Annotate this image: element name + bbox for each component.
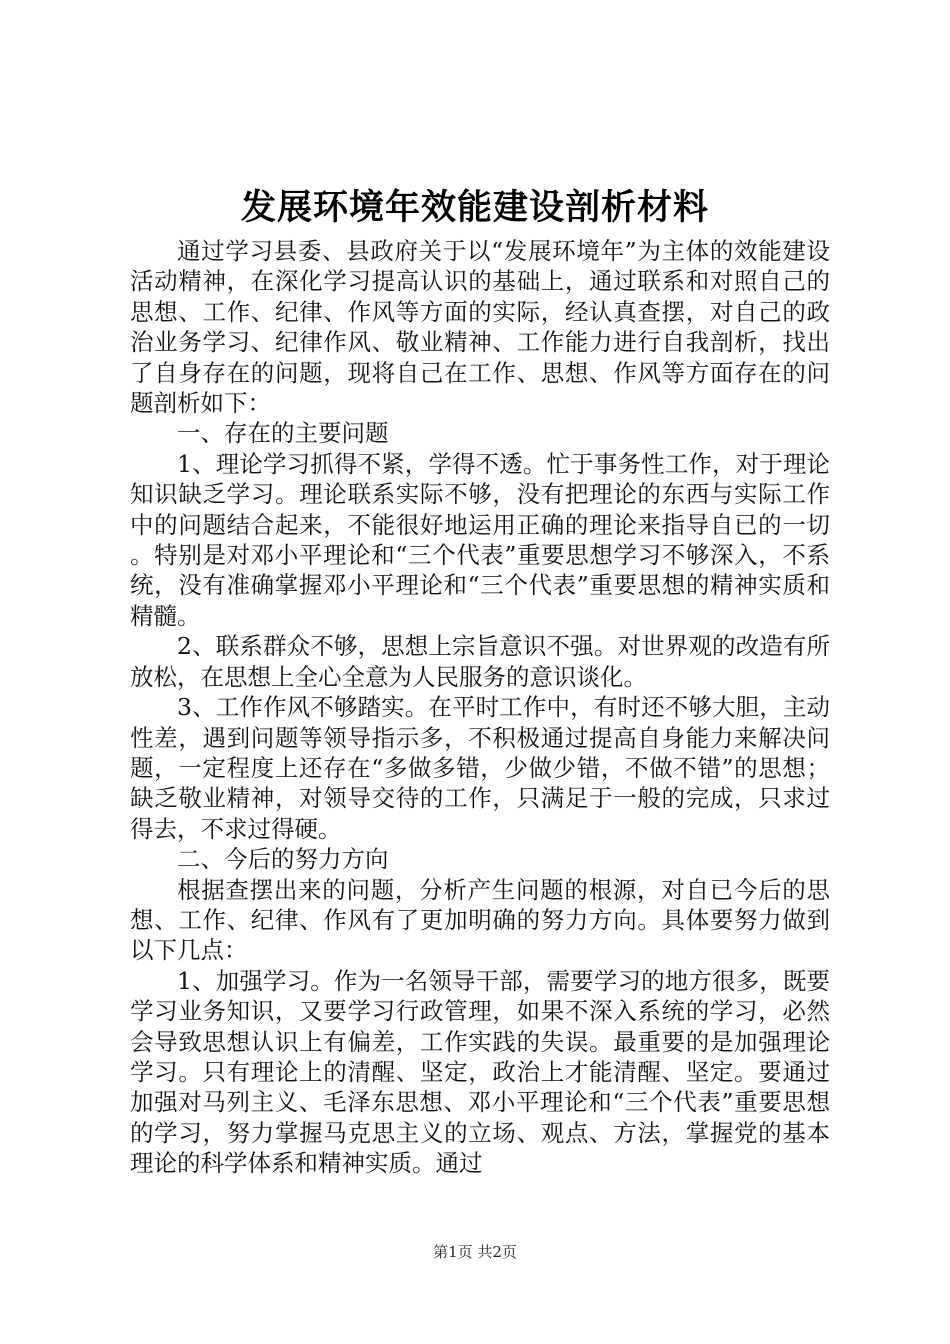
document-title: 发展环境年效能建设剖析材料 [240, 187, 709, 228]
document-body [130, 236, 830, 1179]
page-footer: 第1页 共2页 [433, 1243, 517, 1261]
problem-item-2: 2、联系群众不够，思想上宗旨意识不强。对世界观的改造有所放松，在思想上全心全意为人民服务的意识谈化。 [130, 632, 830, 691]
section-heading-directions: 二、今后的努力方向 [177, 845, 389, 874]
intro-paragraph: 通过学习县委、县政府关于以“发展环境年”为主体的效能建设活动精神，在深化学习提高认识的基础上，通过联系和对照自己的思想、工作、纪律、作风等方面的实际，经认真查摆，对自己的政治业务学习、纪律作风、敬业精神、工作能力进行自我剖析，找出了自身存在的问题，现将自己在工作、思想、作风等方面存在的问题剖析如下： [130, 237, 830, 418]
direction-intro-paragraph: 根据查摆出来的问题，分析产生问题的根源，对自已今后的思想、工作、纪律、作风有了更加明确的努力方向。具体要努力做到以下几点： [130, 875, 830, 965]
section-heading-problems: 一、存在的主要问题 [177, 419, 389, 448]
problem-item-1: 1、理论学习抓得不紧，学得不透。忙于事务性工作，对于理论知识缺乏学习。理论联系实际不够，没有把理论的东西与实际工作中的问题结合起来，不能很好地运用正确的理论来指导自已的一切。特别是对邓小平理论和“三个代表”重要思想学习不够深入，不系统，没有准确掌握邓小平理论和“三个代表”重要思想的精神实质和精髓。 [130, 449, 830, 630]
direction-item-1: 1、加强学习。作为一名领导干部，需要学习的地方很多，既要学习业务知识，又要学习行政管理，如果不深入系统的学习，必然会导致思想认识上有偏差，工作实践的失误。最重要的是加强理论学习。只有理论上的清醒、坚定，政治上才能清醒、坚定。要通过加强对马列主义、毛泽东思想、邓小平理论和“三个代表”重要思想的学习，努力掌握马克思主义的立场、观点、方法，掌握党的基本理论的科学体系和精神实质。通过 [130, 966, 830, 1178]
problem-item-3: 3、工作作风不够踏实。在平时工作中，有时还不够大胆，主动性差，遇到问题等领导指示多，不积极通过提高自身能力来解决问题，一定程度上还存在“多做多错，少做少错，不做不错”的思想；缺乏敬业精神，对领导交待的工作，只满足于一般的完成，只求过得去，不求过得硬。 [130, 693, 830, 843]
